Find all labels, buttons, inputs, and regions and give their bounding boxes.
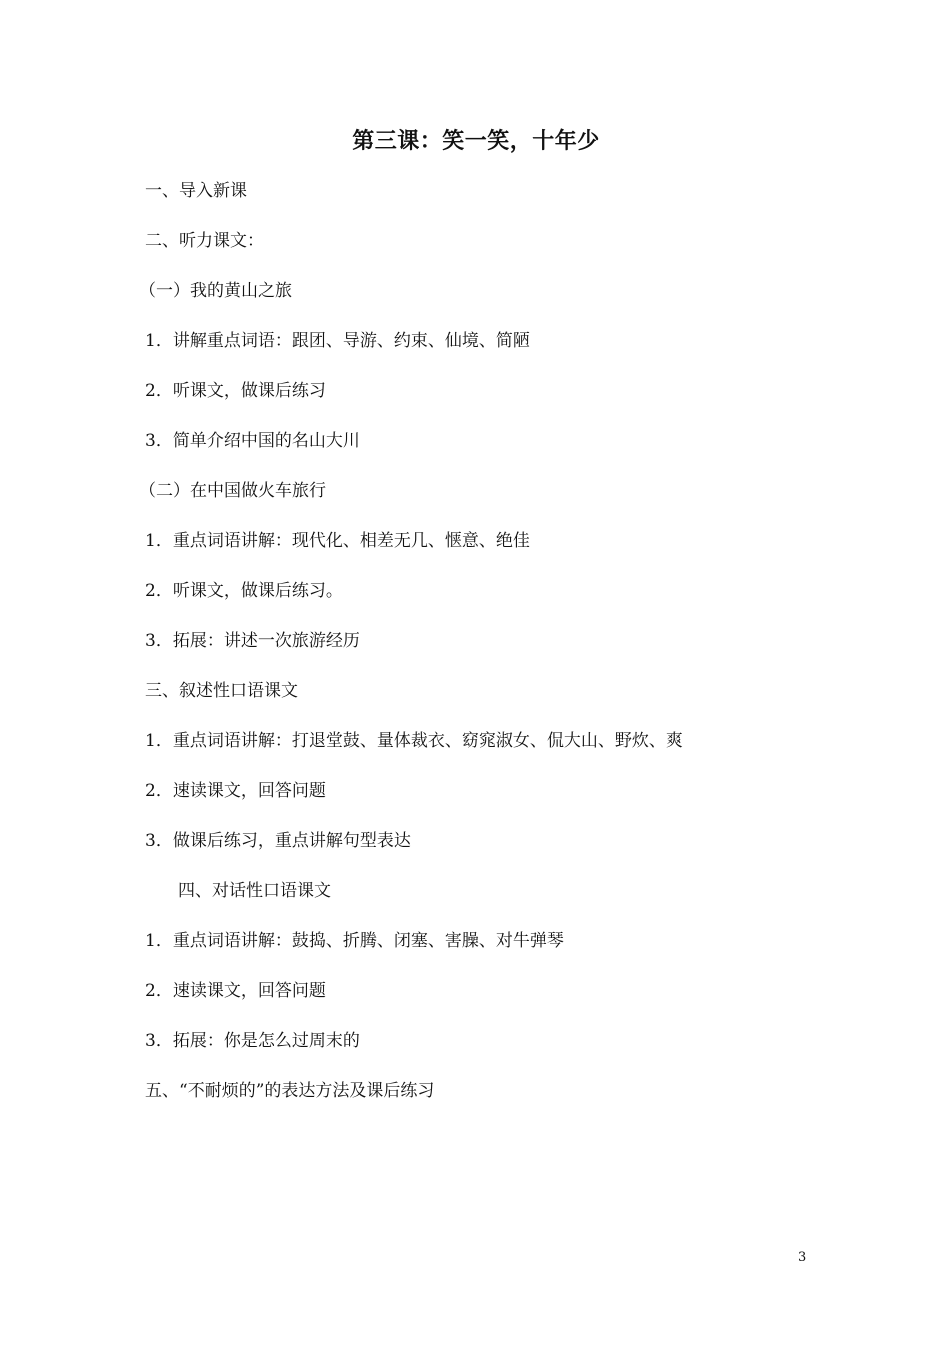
page-title: 第三课：笑一笑，十年少: [352, 128, 600, 154]
section-heading-listening: 二、听力课文：: [145, 231, 264, 251]
section-heading-expression: 五、“不耐烦的”的表达方法及课后练习: [145, 1081, 435, 1101]
lesson-outline: [139, 176, 845, 1126]
list-item: 2．听课文，做课后练习。: [145, 581, 343, 601]
list-item: 2．速读课文，回答问题: [145, 781, 326, 801]
subsection-heading-huangshan: （一）我的黄山之旅: [139, 281, 292, 301]
list-item: 1．重点词语讲解：现代化、相差无几、惬意、绝佳: [145, 531, 530, 551]
page-number: 3: [798, 1250, 807, 1265]
list-item: 3．做课后练习，重点讲解句型表达: [145, 831, 411, 851]
list-item: 2．听课文，做课后练习: [145, 381, 326, 401]
list-item: 3．拓展：你是怎么过周末的: [145, 1031, 360, 1051]
list-item: 2．速读课文，回答问题: [145, 981, 326, 1001]
list-item: 1．重点词语讲解：鼓捣、折腾、闭塞、害臊、对牛弹琴: [145, 931, 564, 951]
subsection-heading-train: （二）在中国做火车旅行: [139, 481, 326, 501]
section-heading-narrative: 三、叙述性口语课文: [145, 681, 298, 701]
section-heading-dialogue: 四、对话性口语课文: [178, 881, 331, 901]
list-item: 3．拓展：讲述一次旅游经历: [145, 631, 360, 651]
list-item: 3．简单介绍中国的名山大川: [145, 431, 360, 451]
section-heading-intro: 一、导入新课: [145, 181, 247, 201]
list-item: 1．讲解重点词语：跟团、导游、约束、仙境、简陋: [145, 331, 530, 351]
list-item: 1．重点词语讲解：打退堂鼓、量体裁衣、窈窕淑女、侃大山、野炊、爽: [145, 731, 683, 751]
